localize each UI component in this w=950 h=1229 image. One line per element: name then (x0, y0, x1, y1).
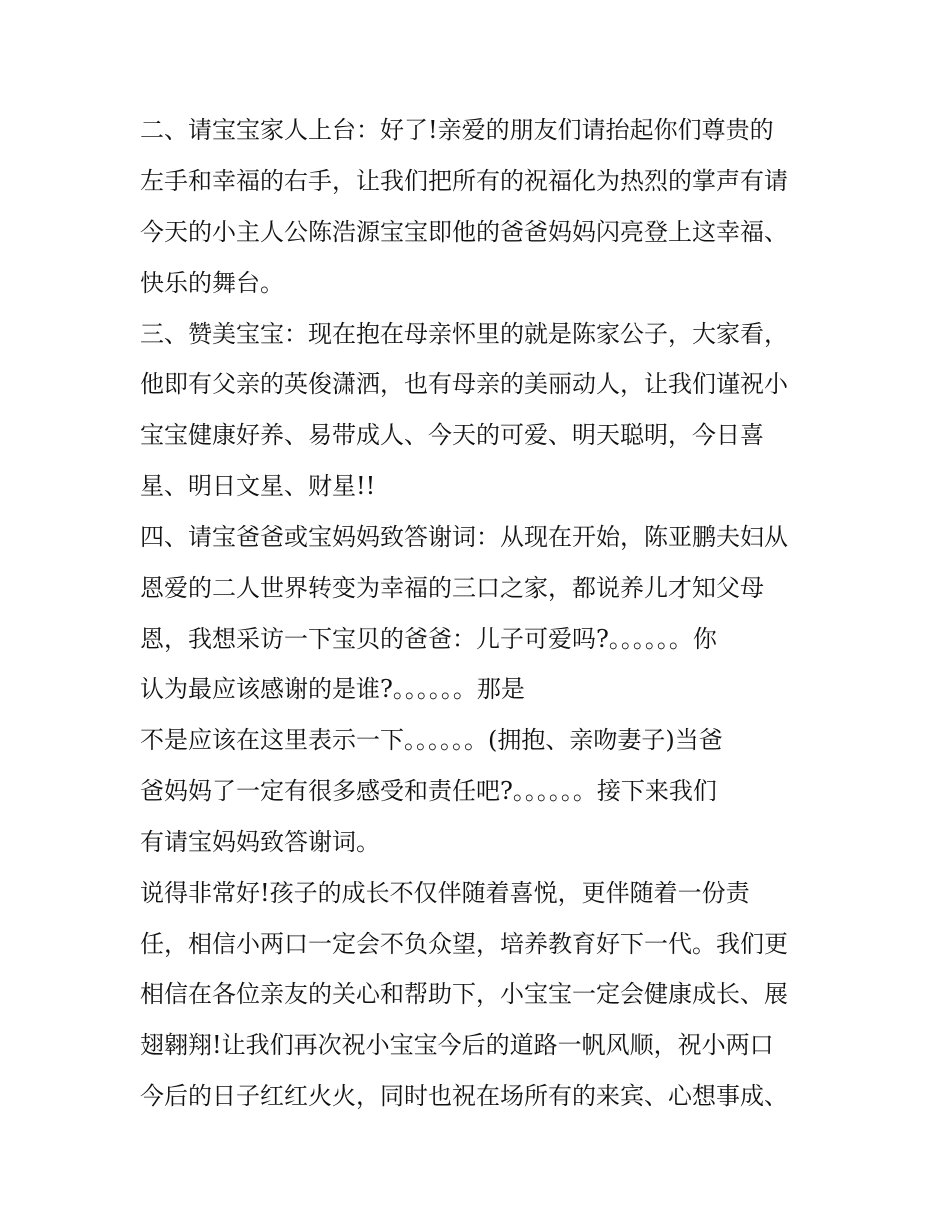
text-line: 他即有父亲的英俊潇洒，也有母亲的美丽动人，让我们谨祝小 (140, 370, 788, 398)
text-line: 说得非常好!孩子的成长不仅伴随着喜悦，更伴随着一份责 (140, 879, 750, 907)
text-line: 恩爱的二人世界转变为幸福的三口之家，都说养儿才知父母 (140, 574, 764, 602)
text-line: 翅翱翔!让我们再次祝小宝宝今后的道路一帆风顺，祝小两口 (140, 1031, 774, 1059)
text-line: 三、赞美宝宝：现在抱在母亲怀里的就是陈家公子，大家看， (140, 320, 788, 348)
text-line: 相信在各位亲友的关心和帮助下，小宝宝一定会健康成长、展 (140, 980, 788, 1008)
text-line: 有请宝妈妈致答谢词。 (140, 828, 380, 856)
text-line: 任，相信小两口一定会不负众望，培养教育好下一代。我们更 (140, 930, 788, 958)
text-line: 快乐的舞台。 (140, 269, 284, 297)
text-line: 今后的日子红红火火，同时也祝在场所有的来宾、心想事成、 (140, 1082, 788, 1110)
text-line: 二、请宝宝家人上台：好了!亲爱的朋友们请抬起你们尊贵的 (140, 116, 774, 144)
text-line: 认为最应该感谢的是谁?。。。。。。那是 (140, 675, 525, 703)
text-line: 宝宝健康好养、易带成人、今天的可爱、明天聪明，今日喜 (140, 421, 764, 449)
text-line: 四、请宝爸爸或宝妈妈致答谢词：从现在开始，陈亚鹏夫妇从 (140, 523, 788, 551)
text-line: 今天的小主人公陈浩源宝宝即他的爸爸妈妈闪亮登上这幸福、 (140, 218, 788, 246)
text-line: 不是应该在这里表示一下。。。。。。(拥抱、亲吻妻子)当爸 (140, 726, 723, 754)
text-line: 左手和幸福的右手，让我们把所有的祝福化为热烈的掌声有请 (140, 167, 788, 195)
text-line: 恩，我想采访一下宝贝的爸爸：儿子可爱吗?。。。。。。你 (140, 625, 717, 653)
text-line: 星、明日文星、财星!! (140, 472, 376, 500)
text-line: 爸妈妈了一定有很多感受和责任吧?。。。。。。接下来我们 (140, 777, 717, 805)
